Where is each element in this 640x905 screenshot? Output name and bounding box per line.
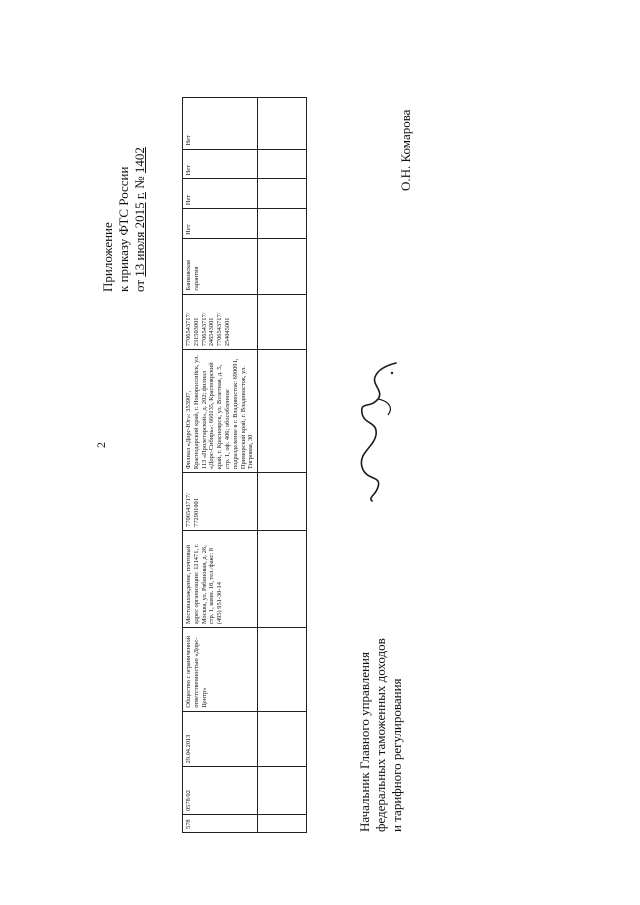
page-number: 2 <box>94 442 108 448</box>
appendix-line-3 <box>132 147 148 292</box>
appendix-line-1: Приложение <box>100 222 115 292</box>
signatory-title-line-2: федеральных таможенных доходов <box>373 638 388 832</box>
cell-c3: Нет <box>183 149 258 179</box>
cell-name: Общество с ограниченной ответственностью «Дорс-Центр» <box>183 628 258 712</box>
cell-reg-no: 0578/02 <box>183 767 258 815</box>
appendix-number: 1402 <box>132 147 147 174</box>
cell-c2: Нет <box>183 179 258 209</box>
appendix-prefix: от <box>132 279 147 292</box>
signatory-title <box>357 638 405 832</box>
signatory-title-line-1: Начальник Главного управления <box>357 652 372 832</box>
cell-branches: Филиал «Дорс-Юг»: 353907, Краснодарский край, г. Новороссийск, ул. 113 «Пролетарской», д. 202; филиал «Дорс-Сибирь»: 660135, Красноярский край, г. Красноярск, ул. Взлетная, д. 5, стр. 1, оф. 406; обособленное подразделение в г. Владивосток: 690091, Приморский край, г. Владивосток, ул. Тигровая, 30 <box>183 350 258 473</box>
cell-address: Местонахождение, почтовый адрес организации: 121471, г. Москва, ул. Рябиновая, д. 26, стр. 1, комн. 18, тел./факс: 8 (495) 951-30-14 <box>183 530 258 627</box>
appendix-number-sign: № <box>132 176 147 189</box>
cell-c1: Нет <box>183 209 258 239</box>
cell-inn: 7706543717/ 772901001 <box>183 473 258 531</box>
table-row-empty <box>258 98 307 833</box>
cell-date: 29.04.2013 <box>183 711 258 767</box>
cell-branch-inn: 7706543717/ 231503001 7706543717/ 246543001 7706543717/ 254045001 <box>183 294 258 350</box>
appendix-line-2: к приказу ФТС России <box>116 166 131 292</box>
register-table <box>182 97 307 833</box>
table-row <box>183 98 258 833</box>
register-table-container <box>182 97 298 833</box>
cell-c4: Нет <box>183 98 258 150</box>
signatory-name: О.Н. Комарова <box>398 109 413 191</box>
appendix-date: 13 июля 2015 <box>132 202 147 277</box>
appendix-header <box>100 147 148 292</box>
appendix-year-suffix: г. <box>132 192 147 200</box>
cell-no: 578 <box>183 815 258 833</box>
signature-image <box>348 355 408 505</box>
cell-guarantee: Банковская гарантия <box>183 238 258 294</box>
signatory-title-line-3: и тарифного регулирования <box>389 678 404 832</box>
